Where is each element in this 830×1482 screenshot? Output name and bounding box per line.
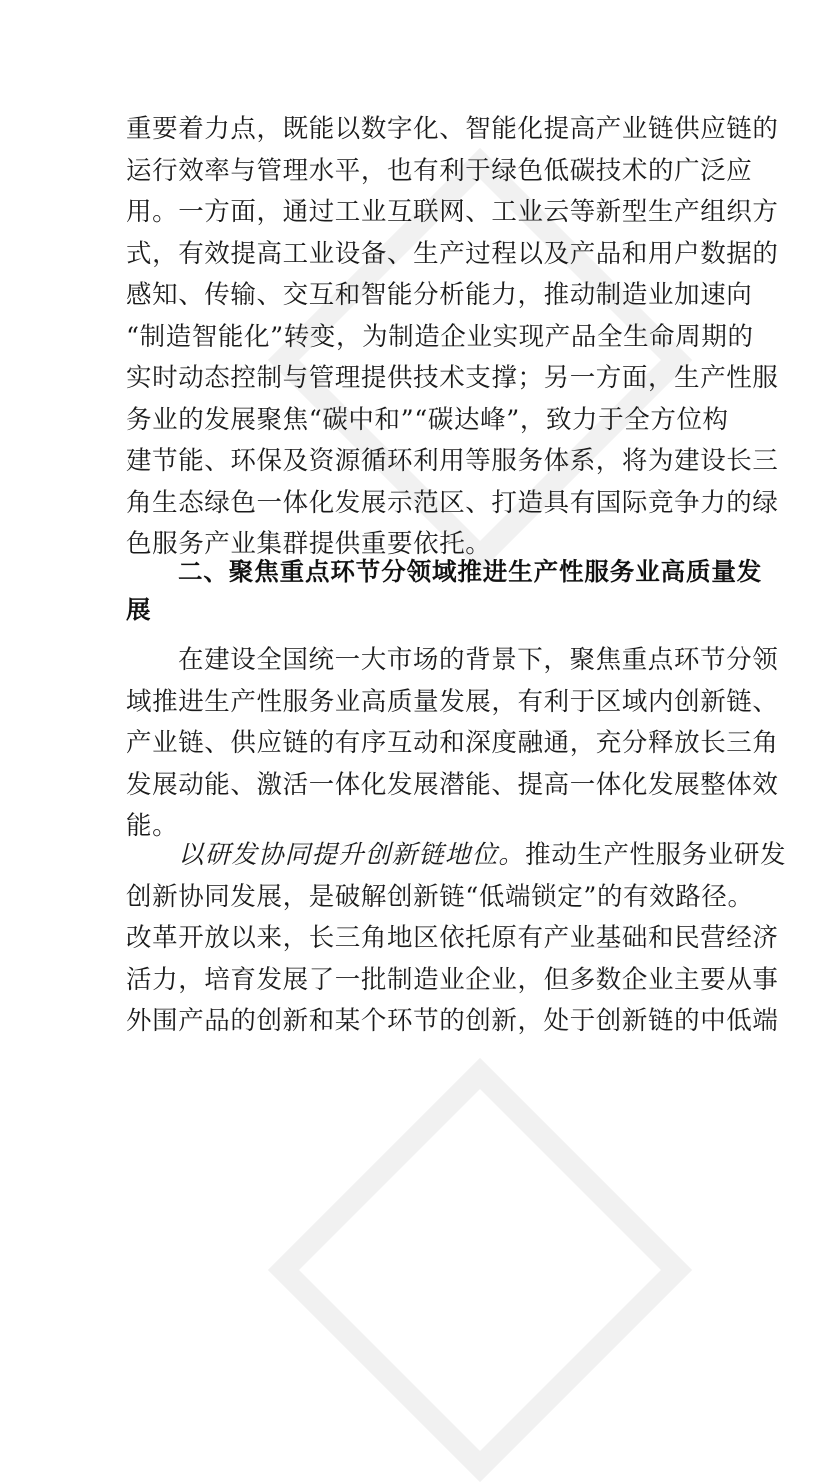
text-line: “制造智能化”转变，为制造企业实现产品全生命周期的	[126, 321, 754, 352]
text-line: 实时动态控制与管理提供技术支撑；另一方面，生产性服	[126, 363, 779, 393]
heading-line: 二、聚焦重点环节分领域推进生产性服务业高质量发	[178, 557, 763, 586]
paragraph-1	[126, 109, 779, 566]
text-line: 活力，培育发展了一批制造业企业，但多数企业主要从事	[126, 964, 779, 995]
section-heading	[126, 553, 763, 629]
text-line: 重要着力点，既能以数字化、智能化提高产业链供应链的	[126, 114, 779, 144]
paragraph-2	[126, 640, 779, 848]
text-line: 能。	[126, 811, 179, 841]
text-line: 在建设全国统一大市场的背景下，聚焦重点环节分领	[178, 645, 779, 675]
text-line: 色服务产业集群提供重要依托。	[126, 529, 492, 559]
text-line: 外围产品的创新和某个环节的创新，处于创新链的中低端	[126, 1006, 779, 1036]
text-line: 用。一方面，通过工业互联网、工业云等新型生产组织方	[126, 197, 779, 227]
text-line: 建节能、环保及资源循环利用等服务体系，将为建设长三	[126, 446, 779, 476]
text-line: 改革开放以来，长三角地区依托原有产业基础和民营经济	[126, 923, 779, 953]
text-line	[126, 835, 787, 877]
text-line: 发展动能、激活一体化发展潜能、提高一体化发展整体效	[126, 769, 779, 800]
subheading-kai: 以研发协同提升创新链地位。	[178, 840, 526, 870]
text-line: 式，有效提高工业设备、生产过程以及产品和用户数据的	[126, 238, 779, 269]
text-line: 创新协同发展，是破解创新链“低端锁定”的有效路径。	[126, 881, 754, 912]
paragraph-3	[126, 835, 787, 1043]
text-line-rest: 推动生产性服务业研发	[525, 840, 787, 870]
heading-line: 展	[126, 595, 152, 624]
text-line: 产业链、供应链的有序互动和深度融通，充分释放长三角	[126, 728, 779, 758]
text-line: 运行效率与管理水平，也有利于绿色低碳技术的广泛应	[126, 155, 753, 186]
text-line: 务业的发展聚焦“碳中和”“碳达峰”，致力于全方位构	[126, 404, 729, 435]
text-line: 角生态绿色一体化发展示范区、打造具有国际竞争力的绿	[126, 487, 779, 518]
text-line: 域推进生产性服务业高质量发展，有利于区域内创新链、	[126, 686, 779, 717]
text-line: 感知、传输、交互和智能分析能力，推动制造业加速向	[126, 280, 753, 310]
watermark-stamp-bottom	[268, 1058, 692, 1482]
